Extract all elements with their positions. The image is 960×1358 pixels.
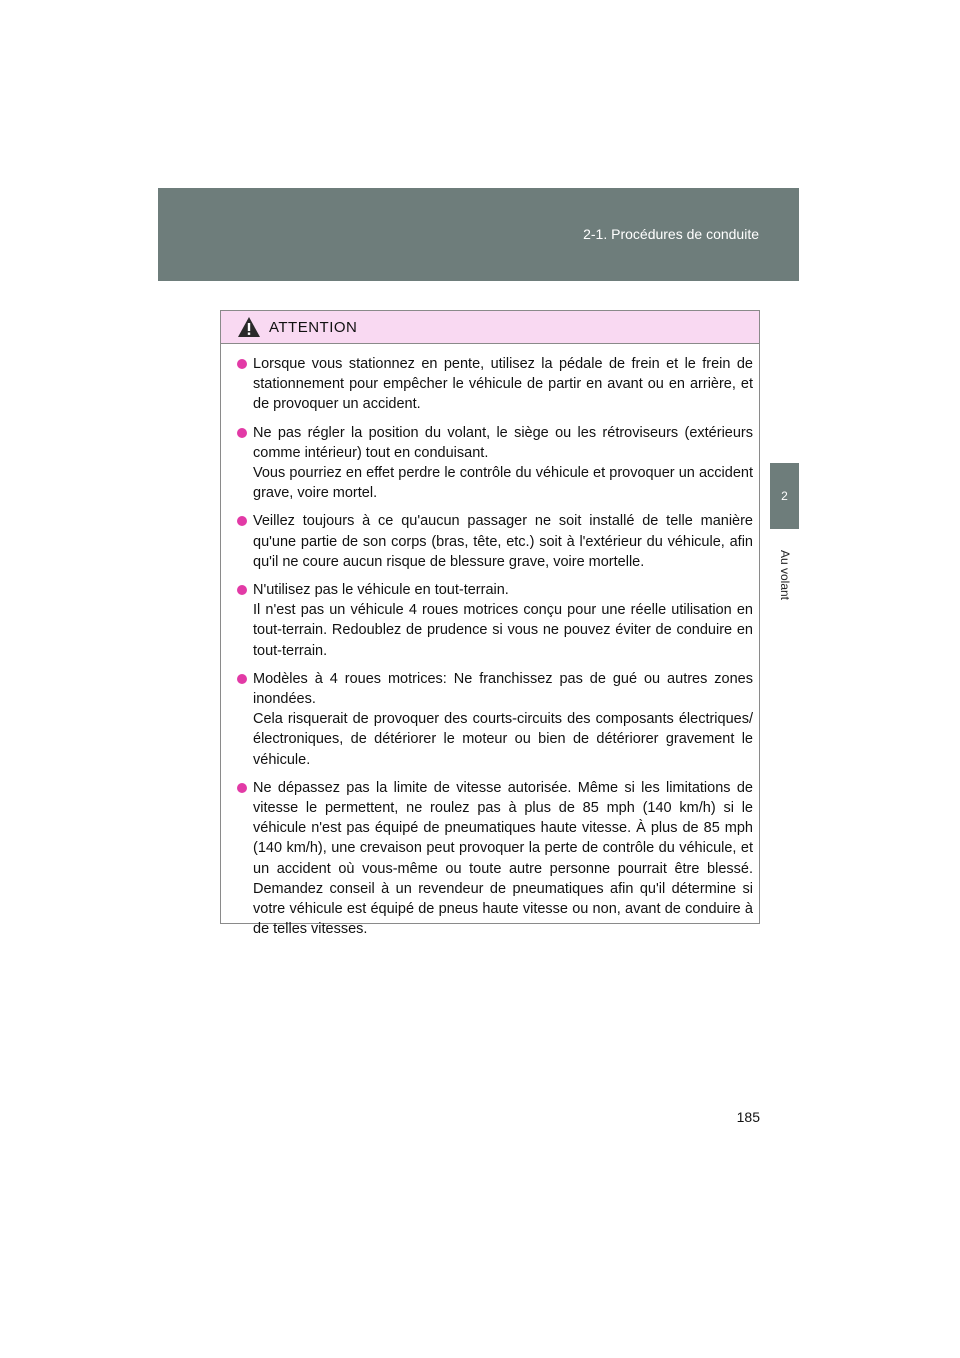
warning-paragraph: Vous pourriez en effet perdre le contrôle du véhicule et provoquer un accident grave, voire mortel. bbox=[253, 465, 753, 502]
warning-item bbox=[235, 511, 753, 572]
page-number: 185 bbox=[736, 1109, 760, 1125]
warning-paragraph: Modèles à 4 roues motrices: Ne franchissez pas de gué ou autres zones inondées. bbox=[253, 670, 753, 708]
warning-triangle-icon bbox=[237, 316, 261, 338]
warning-paragraph: Veillez toujours à ce qu'aucun passager ne soit installé de telle manière qu'une partie de son corps (bras, tête, etc.) soit à l'extérieur du véhicule, afin qu'il ne coure aucun risque de blessure grave, voire mortelle. bbox=[253, 513, 753, 570]
warning-paragraph: Cela risquerait de provoquer des courts-circuits des composants électriques/électroniques, de détériorer le moteur ou bien de détériorer gravement le véhicule. bbox=[253, 711, 753, 768]
warning-paragraph: Ne dépassez pas la limite de vitesse autorisée. Même si les limitations de vitesse le permettent, ne roulez pas à plus de 85 mph (140 km/h) si le véhicule n'est pas équipé de pneumatiques haute vitesse. À plus de 85 mph (140 km/h), une crevaison peut provoquer la perte de contrôle du véhicule, et un accident où vous-même ou toute autre personne pourrait être blessé. Demandez conseil à un revendeur de pneumatiques afin qu'il détermine si votre véhicule est équipé de pneus haute vitesse ou non, avant de conduire à de telles vitesses. bbox=[253, 779, 753, 938]
warning-item bbox=[235, 354, 753, 415]
section-header-band bbox=[158, 188, 799, 281]
bullet-icon bbox=[237, 428, 247, 438]
warning-item bbox=[235, 669, 753, 770]
bullet-icon bbox=[237, 585, 247, 595]
bullet-icon bbox=[237, 516, 247, 526]
warning-paragraph: Lorsque vous stationnez en pente, utilisez la pédale de frein et le frein de stationnement pour empêcher le véhicule de partir en avant ou en arrière, et de provoquer un accident. bbox=[253, 356, 753, 413]
warning-item bbox=[235, 423, 753, 504]
section-title: 2-1. Procédures de conduite bbox=[583, 226, 759, 242]
warning-paragraph: Il n'est pas un véhicule 4 roues motrices conçu pour une réelle utilisation en tout-terrain. Redoublez de prudence si vous ne pouvez éviter de conduire en tout-terrain. bbox=[253, 602, 753, 659]
warning-paragraph: Ne pas régler la position du volant, le siège ou les rétroviseurs (extérieurs comme intérieur) tout en conduisant. bbox=[253, 424, 753, 461]
warning-title: ATTENTION bbox=[269, 318, 358, 336]
bullet-icon bbox=[237, 674, 247, 684]
chapter-label: Au volant bbox=[777, 549, 792, 601]
bullet-icon bbox=[237, 783, 247, 793]
warning-body bbox=[221, 344, 759, 939]
chapter-number: 2 bbox=[781, 489, 788, 503]
warning-item bbox=[235, 580, 753, 661]
warning-paragraph: N'utilisez pas le véhicule en tout-terrain. bbox=[253, 582, 509, 599]
chapter-tab bbox=[770, 463, 799, 529]
chapter-label-container bbox=[770, 540, 799, 610]
warning-box bbox=[220, 310, 760, 938]
bullet-icon bbox=[237, 359, 247, 369]
warning-header bbox=[221, 311, 759, 344]
warning-item bbox=[235, 778, 753, 940]
